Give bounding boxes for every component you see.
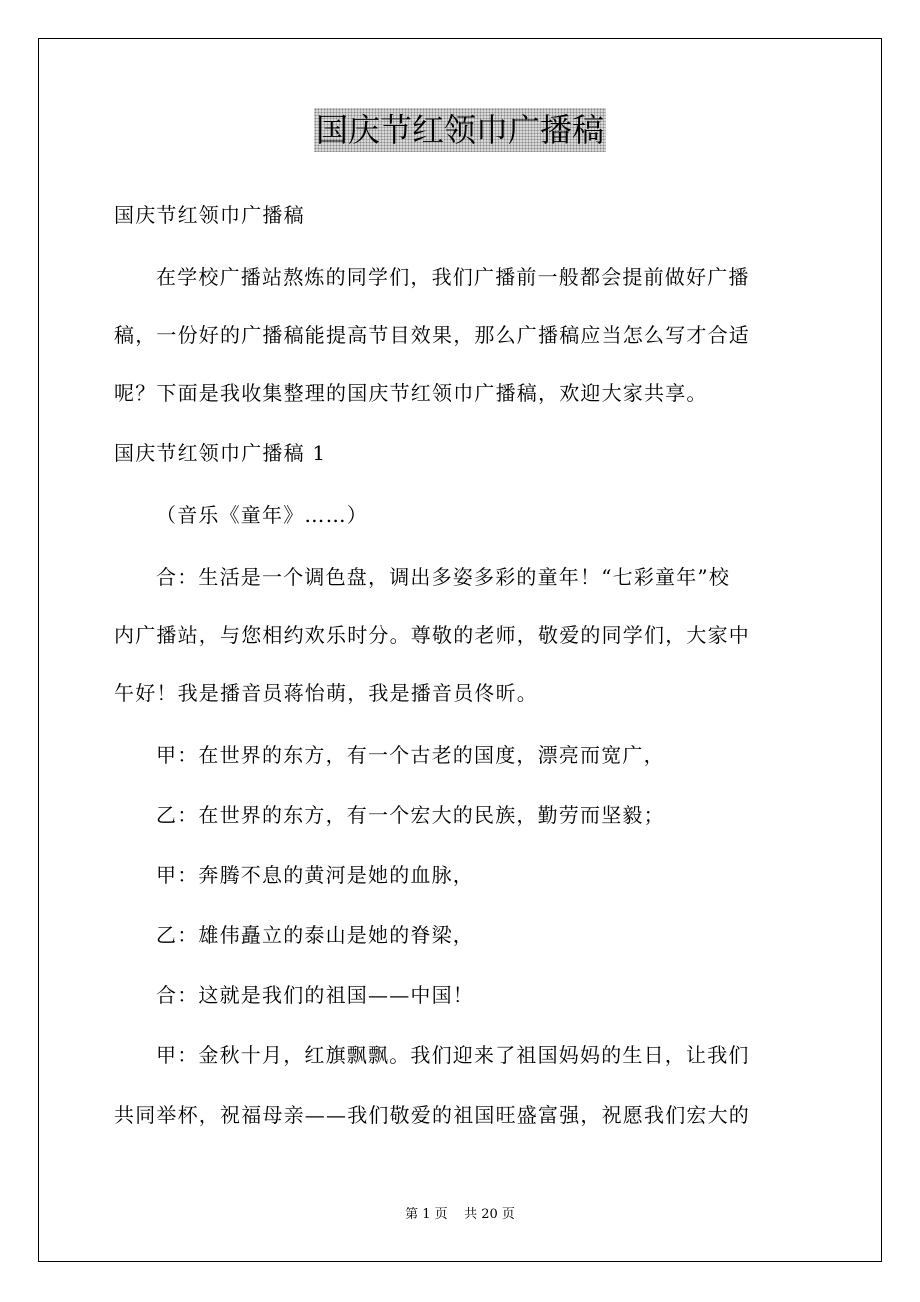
paragraph-line: 在学校广播站熬炼的同学们，我们广播前一般都会提前做好广播 [156,265,750,289]
page-footer: 第 1 页 共 20 页 [405,1207,515,1222]
paragraph-line: 乙：在世界的东方，有一个宏大的民族，勤劳而坚毅； [156,803,665,827]
document-title: 国庆节红领巾广播稿 [314,108,606,152]
paragraph-line: 呢？下面是我收集整理的国庆节红领巾广播稿，欢迎大家共享。 [114,381,708,405]
paragraph-line: 午好！我是播音员蒋怡萌，我是播音员佟昕。 [114,681,538,705]
section-heading: 国庆节红领巾广播稿 1 [114,441,327,465]
paragraph-line: 乙：雄伟矗立的泰山是她的脊梁， [156,923,474,947]
paragraph-line: 合：这就是我们的祖国——中国！ [156,983,474,1007]
paragraph-line: 内广播站，与您相约欢乐时分。尊敬的老师，敬爱的同学们，大家中 [114,623,750,647]
subtitle-line: 国庆节红领巾广播稿 [114,203,305,227]
paragraph-line: 稿，一份好的广播稿能提高节目效果，那么广播稿应当怎么写才合适 [114,323,750,347]
paragraph-line: （音乐《童年》……） [156,503,368,527]
paragraph-line: 甲：奔腾不息的黄河是她的血脉， [156,863,474,887]
paragraph-line: 共同举杯，祝福母亲——我们敬爱的祖国旺盛富强，祝愿我们宏大的 [114,1103,750,1127]
paragraph-line: 甲：金秋十月，红旗飘飘。我们迎来了祖国妈妈的生日，让我们 [156,1043,750,1067]
document-title-block [0,108,920,152]
paragraph-line: 合：生活是一个调色盘，调出多姿多彩的童年！“七彩童年”校 [156,565,731,589]
paragraph-line: 甲：在世界的东方，有一个古老的国度，漂亮而宽广， [156,743,665,767]
